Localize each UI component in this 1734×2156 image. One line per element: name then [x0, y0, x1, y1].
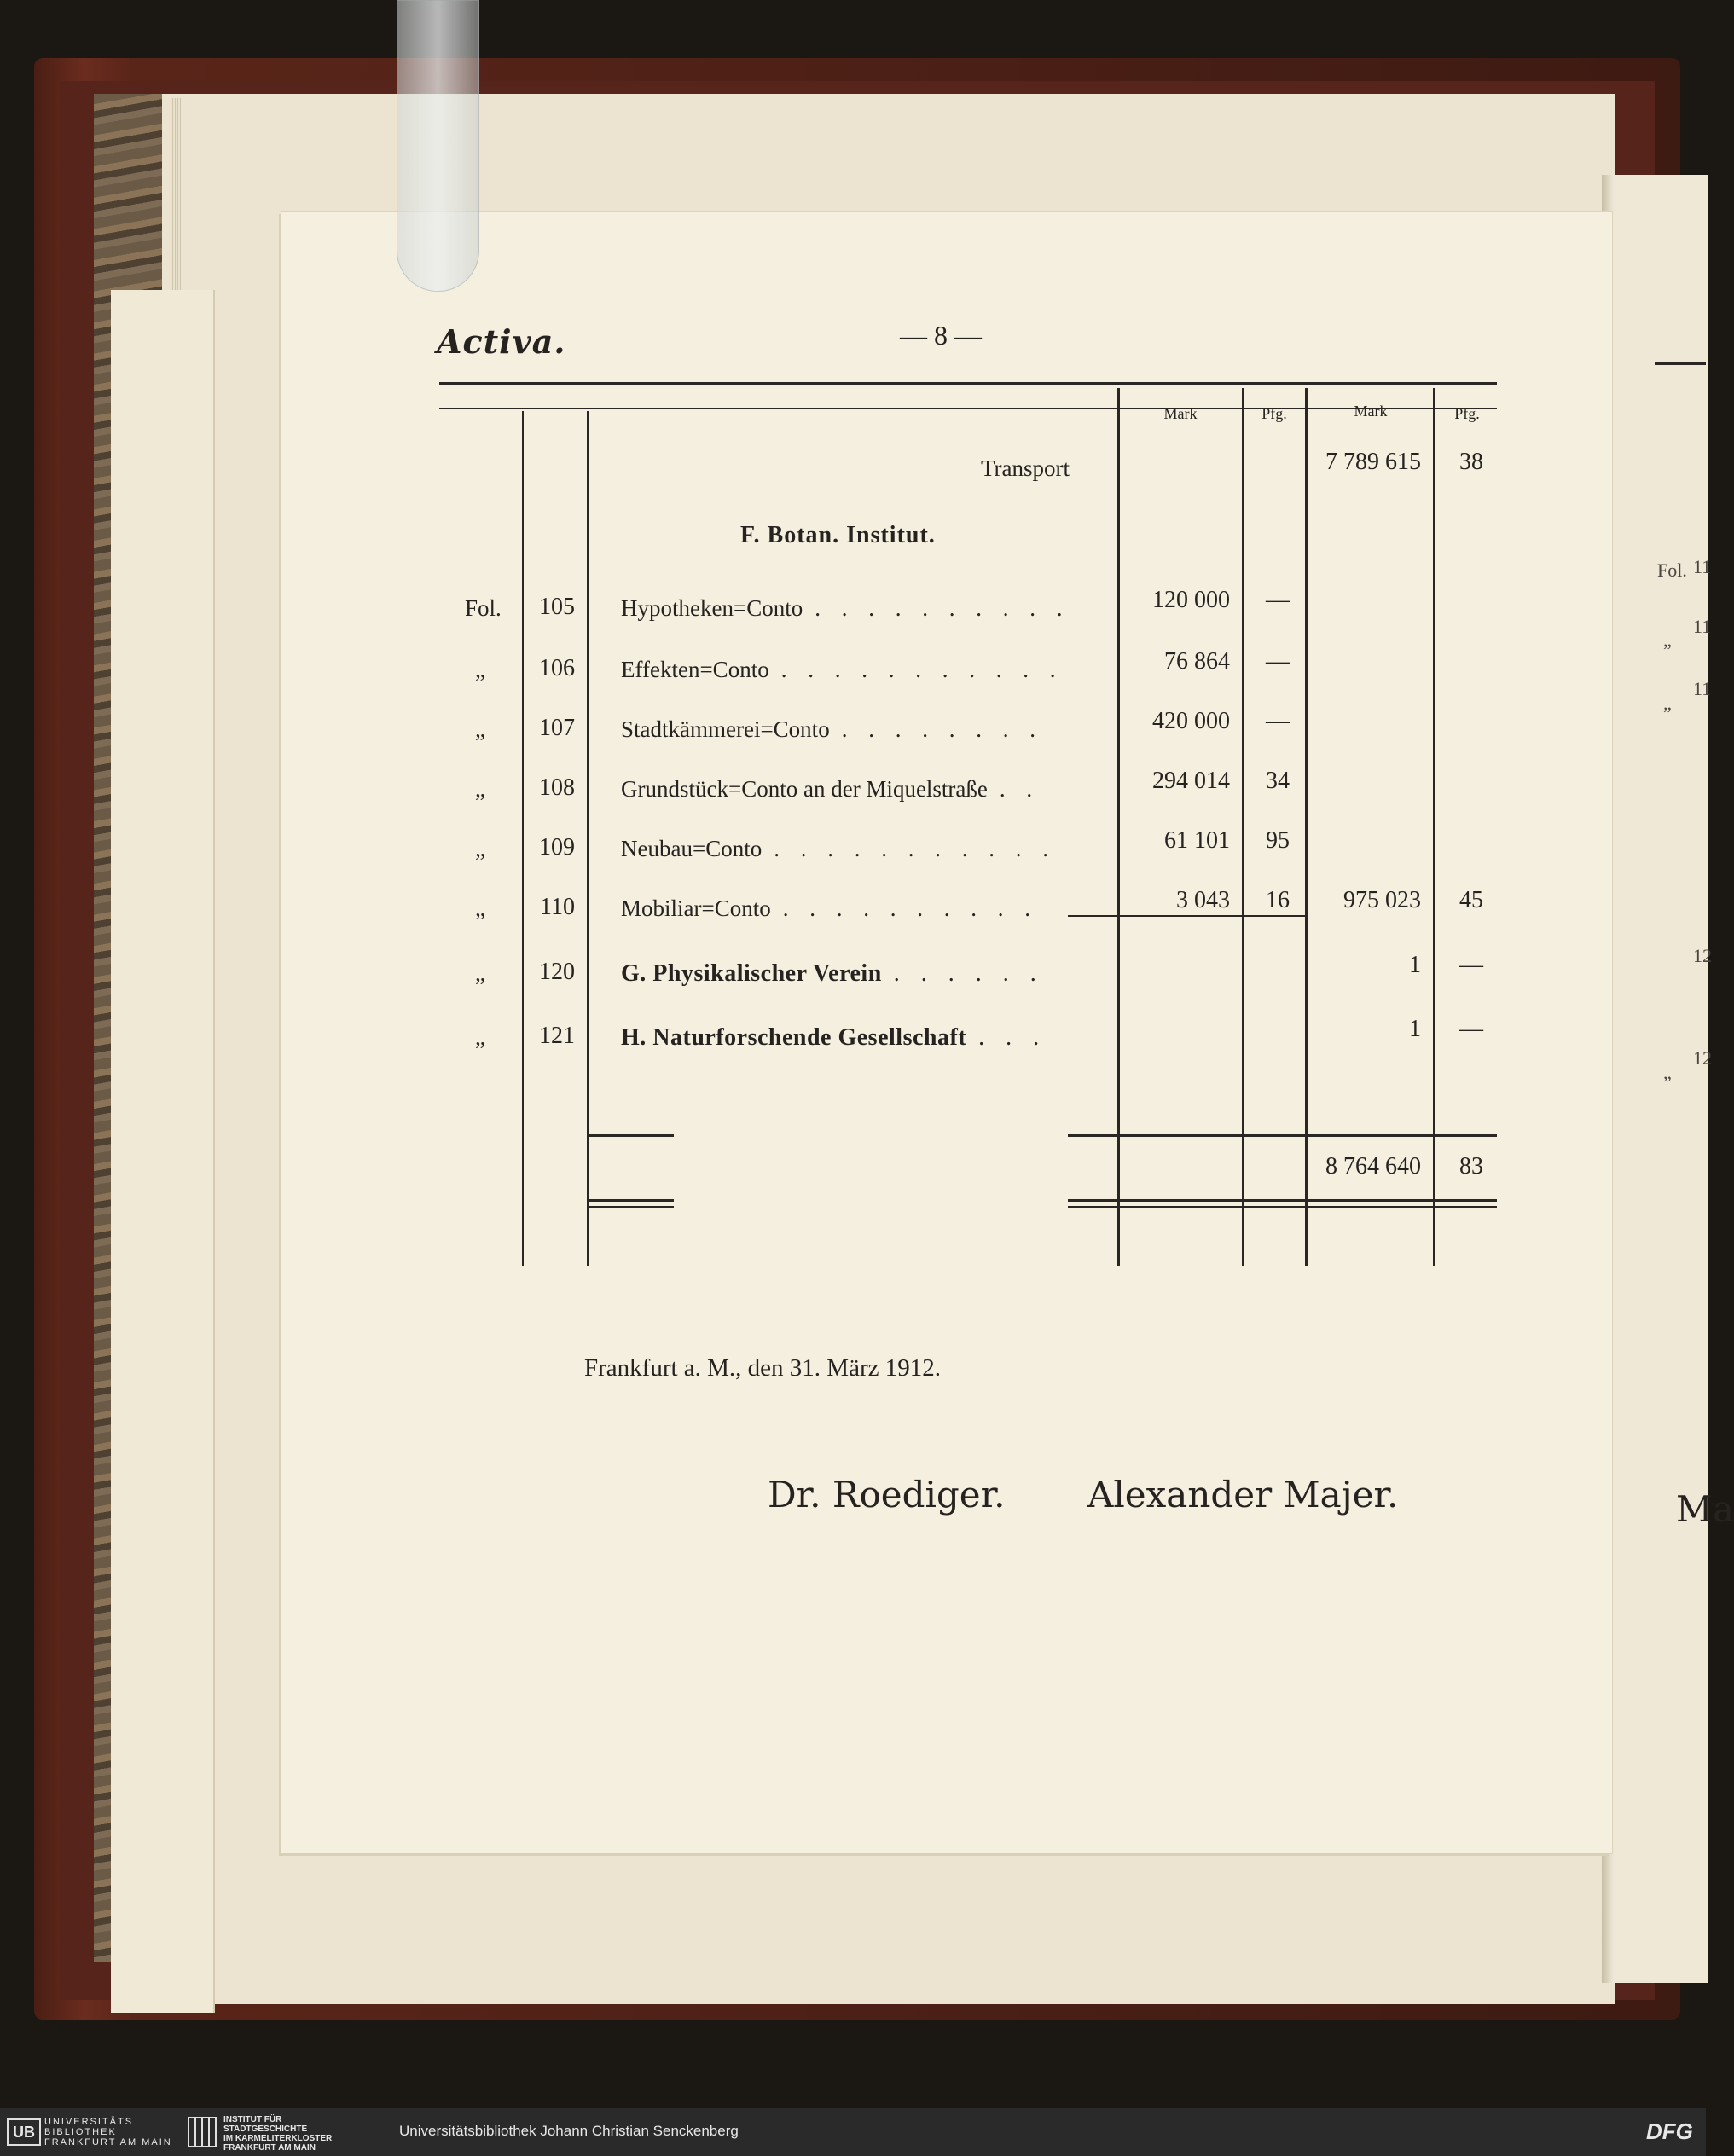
total-rule-top	[1068, 1134, 1497, 1137]
row-pfg-2: —	[1459, 1016, 1483, 1042]
row-mark-1: 120 000	[1152, 587, 1230, 613]
facing-page-rule	[1655, 362, 1706, 365]
transport-mark: 7 789 615	[1325, 449, 1421, 475]
row-label-text: Hypotheken=Conto	[621, 595, 803, 621]
col-divider-fol	[522, 411, 524, 1266]
row-label-text: Stadtkämmerei=Conto	[621, 716, 830, 742]
row-pfg-1: —	[1266, 648, 1290, 675]
institut-logo-text: INSTITUT FÜR STADTGESCHICHTE IM KARMELITERKLOSTER FRANKFURT AM MAIN	[223, 2115, 333, 2153]
row-pfg-1: 16	[1266, 887, 1290, 913]
facing-page-mark: 11	[1693, 556, 1712, 577]
facing-page-signature-fragment: Ma	[1676, 1488, 1734, 1530]
row-label-text: Neubau=Conto	[621, 836, 763, 861]
row-mark-2: 975 023	[1343, 887, 1421, 913]
facing-page-fol: Fol.	[1657, 559, 1687, 581]
column-header-pfg-2: Pfg.	[1454, 405, 1480, 422]
row-label-text: Grundstück=Conto an der Miquelstraße	[621, 776, 988, 802]
column-header-mark-1: Mark	[1163, 405, 1198, 422]
column-header-mark-2: Mark	[1354, 403, 1388, 420]
transport-pfg: 38	[1459, 449, 1483, 475]
facing-page	[1602, 175, 1708, 1983]
facing-page-mark: 11	[1693, 678, 1712, 699]
row-mark-1: 420 000	[1152, 708, 1230, 734]
section-title: F. Botan. Institut.	[740, 522, 936, 548]
row-pfg-2: —	[1459, 952, 1483, 978]
facing-page-mark: „	[1663, 629, 1672, 651]
row-label	[621, 1024, 1086, 1052]
row-label	[621, 716, 1086, 743]
row-mark-1: 3 043	[1176, 887, 1230, 913]
row-leader-dots: . . . . . . . . . . .	[780, 657, 1064, 682]
col-divider-label	[587, 411, 589, 1266]
row-pfg-1: 95	[1266, 827, 1290, 854]
row-pfg-1: 34	[1266, 768, 1290, 794]
institut-logo-icon[interactable]	[188, 2117, 217, 2147]
label-short-rule-top	[587, 1134, 674, 1137]
row-fol-mark: „	[475, 776, 485, 802]
row-label	[621, 657, 1086, 683]
row-label	[621, 776, 1086, 803]
dfg-logo[interactable]: DFG	[1646, 2118, 1693, 2144]
label-short-rule-bottom-2	[587, 1206, 674, 1208]
row-label	[621, 895, 1086, 922]
row-leader-dots: . . . . . . . .	[841, 716, 1043, 742]
row-label-text: Mobiliar=Conto	[621, 895, 771, 921]
row-fol-mark: Fol.	[465, 595, 502, 621]
row-account-number: 120	[539, 959, 575, 985]
facing-page-mark: „	[1663, 693, 1672, 714]
row-account-number: 109	[539, 834, 575, 861]
loose-leaf	[111, 290, 215, 2013]
row-fol-mark: „	[475, 960, 485, 986]
row-leader-dots: . . . . . . . . . .	[782, 895, 1038, 921]
transport-label: Transport	[981, 455, 1070, 481]
facing-page-mark: 12	[1693, 1047, 1712, 1069]
page-heading: Activa.	[437, 322, 566, 361]
row-fol-mark: „	[475, 716, 485, 742]
row-leader-dots: . . . . . .	[893, 960, 1044, 987]
row-leader-dots: . .	[999, 776, 1041, 802]
row-label	[621, 960, 1086, 988]
row-fol-mark: „	[475, 657, 485, 682]
row-pfg-2: 45	[1459, 887, 1483, 913]
row-label	[621, 595, 1086, 622]
footer-bar	[0, 2108, 1706, 2156]
row-account-number: 108	[539, 774, 575, 801]
row-leader-dots: . . . . . . . . . . .	[774, 836, 1056, 861]
row-fol-mark: „	[475, 1024, 485, 1050]
ub-logo-icon[interactable]: UB	[7, 2118, 41, 2146]
row-leader-dots: . . . . . . . . . .	[815, 595, 1070, 621]
row-mark-1: 294 014	[1152, 768, 1230, 794]
label-short-rule-bottom	[587, 1199, 674, 1202]
signature-roediger: Dr. Roediger.	[768, 1474, 1006, 1516]
row-mark-1: 76 864	[1164, 648, 1230, 675]
row-account-number: 107	[539, 715, 575, 741]
table-top-rule	[439, 382, 1497, 385]
total-rule-bottom-2	[1068, 1206, 1497, 1208]
bookmark-icon	[397, 0, 479, 292]
row-account-number: 105	[539, 594, 575, 620]
facing-page-mark: 11	[1693, 616, 1712, 637]
row-fol-mark: „	[475, 836, 485, 861]
facing-page-mark: 12	[1693, 945, 1712, 966]
library-name[interactable]: Universitätsbibliothek Johann Christian Senckenberg	[399, 2123, 739, 2139]
row-pfg-1: —	[1266, 708, 1290, 734]
row-label-text: G. Physikalischer Verein	[621, 960, 882, 987]
subtotal-rule	[1068, 915, 1307, 917]
row-leader-dots: . . .	[978, 1024, 1047, 1051]
total-mark: 8 764 640	[1325, 1153, 1421, 1179]
row-fol-mark: „	[475, 895, 485, 921]
row-account-number: 121	[539, 1023, 575, 1049]
page-number: — 8 —	[900, 320, 982, 351]
ub-logo-text: UNIVERSITÄTS BIBLIOTHEK FRANKFURT AM MAIN	[44, 2117, 172, 2147]
row-account-number: 110	[540, 894, 575, 920]
column-header-pfg-1: Pfg.	[1261, 405, 1287, 422]
row-label	[621, 836, 1086, 862]
facing-page-mark: „	[1663, 1062, 1672, 1083]
row-mark-2: 1	[1409, 1016, 1421, 1042]
signature-majer: Alexander Majer.	[1087, 1474, 1399, 1516]
row-mark-1: 61 101	[1164, 827, 1230, 854]
row-pfg-1: —	[1266, 587, 1290, 613]
row-mark-2: 1	[1409, 952, 1421, 978]
row-label-text: H. Naturforschende Gesellschaft	[621, 1024, 967, 1051]
total-rule-bottom	[1068, 1199, 1497, 1202]
row-label-text: Effekten=Conto	[621, 657, 769, 682]
total-pfg: 83	[1459, 1153, 1483, 1179]
row-account-number: 106	[539, 655, 575, 681]
place-date: Frankfurt a. M., den 31. März 1912.	[584, 1354, 941, 1382]
